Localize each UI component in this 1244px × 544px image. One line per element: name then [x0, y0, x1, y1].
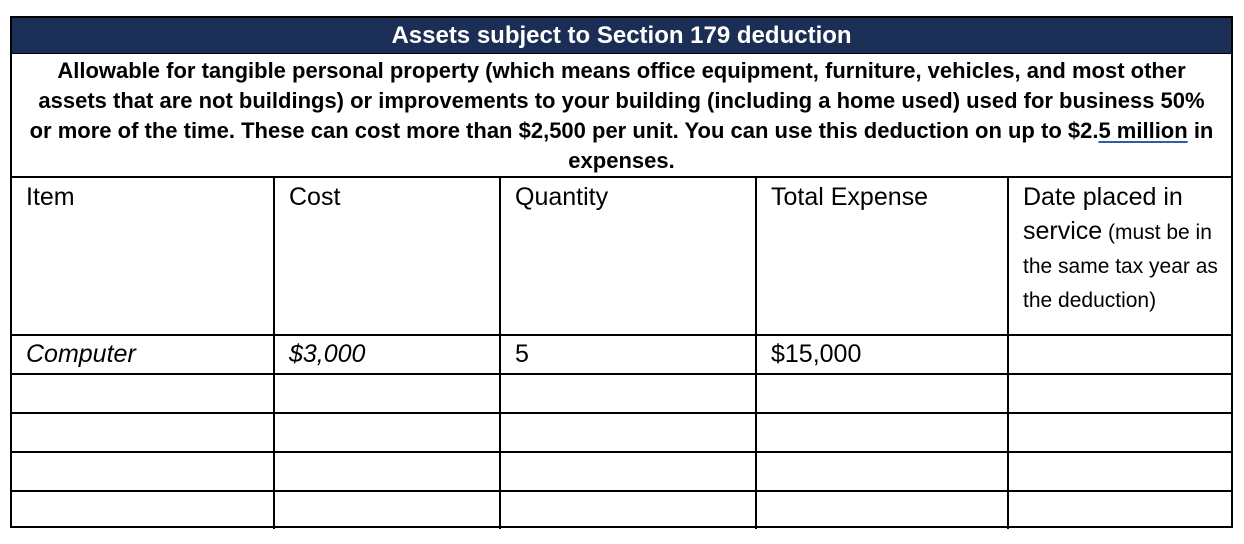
cell-quantity[interactable]	[500, 374, 756, 413]
cell-cost[interactable]: $3,000	[274, 335, 500, 374]
cell-item[interactable]: Computer	[12, 335, 274, 374]
date-header-main: Date placed in service	[1023, 183, 1183, 245]
column-header-quantity: Quantity	[500, 178, 756, 335]
table-row	[12, 413, 1231, 452]
table-title: Assets subject to Section 179 deduction	[391, 21, 852, 49]
cell-quantity[interactable]	[500, 491, 756, 529]
table-row	[12, 452, 1231, 491]
table-row	[12, 335, 1231, 374]
cell-quantity[interactable]	[500, 452, 756, 491]
cell-date-placed[interactable]	[1008, 491, 1231, 529]
column-header-total-expense: Total Expense	[756, 178, 1008, 335]
description-text-end: in expenses.	[568, 118, 1214, 173]
cell-total-expense[interactable]	[756, 491, 1008, 529]
cell-date-placed[interactable]	[1008, 335, 1231, 374]
cell-item[interactable]	[12, 491, 274, 529]
column-header-date-placed	[1008, 178, 1231, 335]
description-underlined-text: 5 million	[1098, 118, 1188, 143]
cell-date-placed[interactable]	[1008, 413, 1231, 452]
cell-total-expense[interactable]	[756, 452, 1008, 491]
cell-date-placed[interactable]	[1008, 374, 1231, 413]
column-header-cost: Cost	[274, 178, 500, 335]
header-row	[12, 178, 1231, 335]
section-179-table	[10, 16, 1233, 528]
assets-table	[12, 178, 1231, 529]
cell-item[interactable]	[12, 413, 274, 452]
table-row	[12, 491, 1231, 529]
date-header-note: (must be in the same tax year as the deduction)	[1023, 221, 1218, 312]
cell-cost[interactable]	[274, 374, 500, 413]
cell-item[interactable]	[12, 374, 274, 413]
cell-cost[interactable]	[274, 491, 500, 529]
description-text: Allowable for tangible personal property (which means office equipment, furniture, vehicles, and most other assets that are not buildings) or improvements to your building (including a home used) used for business 50% or more of the time. These can cost more than $2,500 per unit. You can use this deduction on up to $2.	[29, 58, 1205, 143]
description-block	[12, 54, 1231, 178]
cell-total-expense[interactable]	[756, 374, 1008, 413]
cell-total-expense[interactable]	[756, 413, 1008, 452]
cell-date-placed[interactable]	[1008, 452, 1231, 491]
table-title-bar	[12, 18, 1231, 54]
table-row	[12, 374, 1231, 413]
cell-total-expense[interactable]: $15,000	[756, 335, 1008, 374]
cell-cost[interactable]	[274, 452, 500, 491]
cell-quantity[interactable]	[500, 413, 756, 452]
cell-item[interactable]	[12, 452, 274, 491]
cell-cost[interactable]	[274, 413, 500, 452]
cell-quantity[interactable]: 5	[500, 335, 756, 374]
column-header-item: Item	[12, 178, 274, 335]
